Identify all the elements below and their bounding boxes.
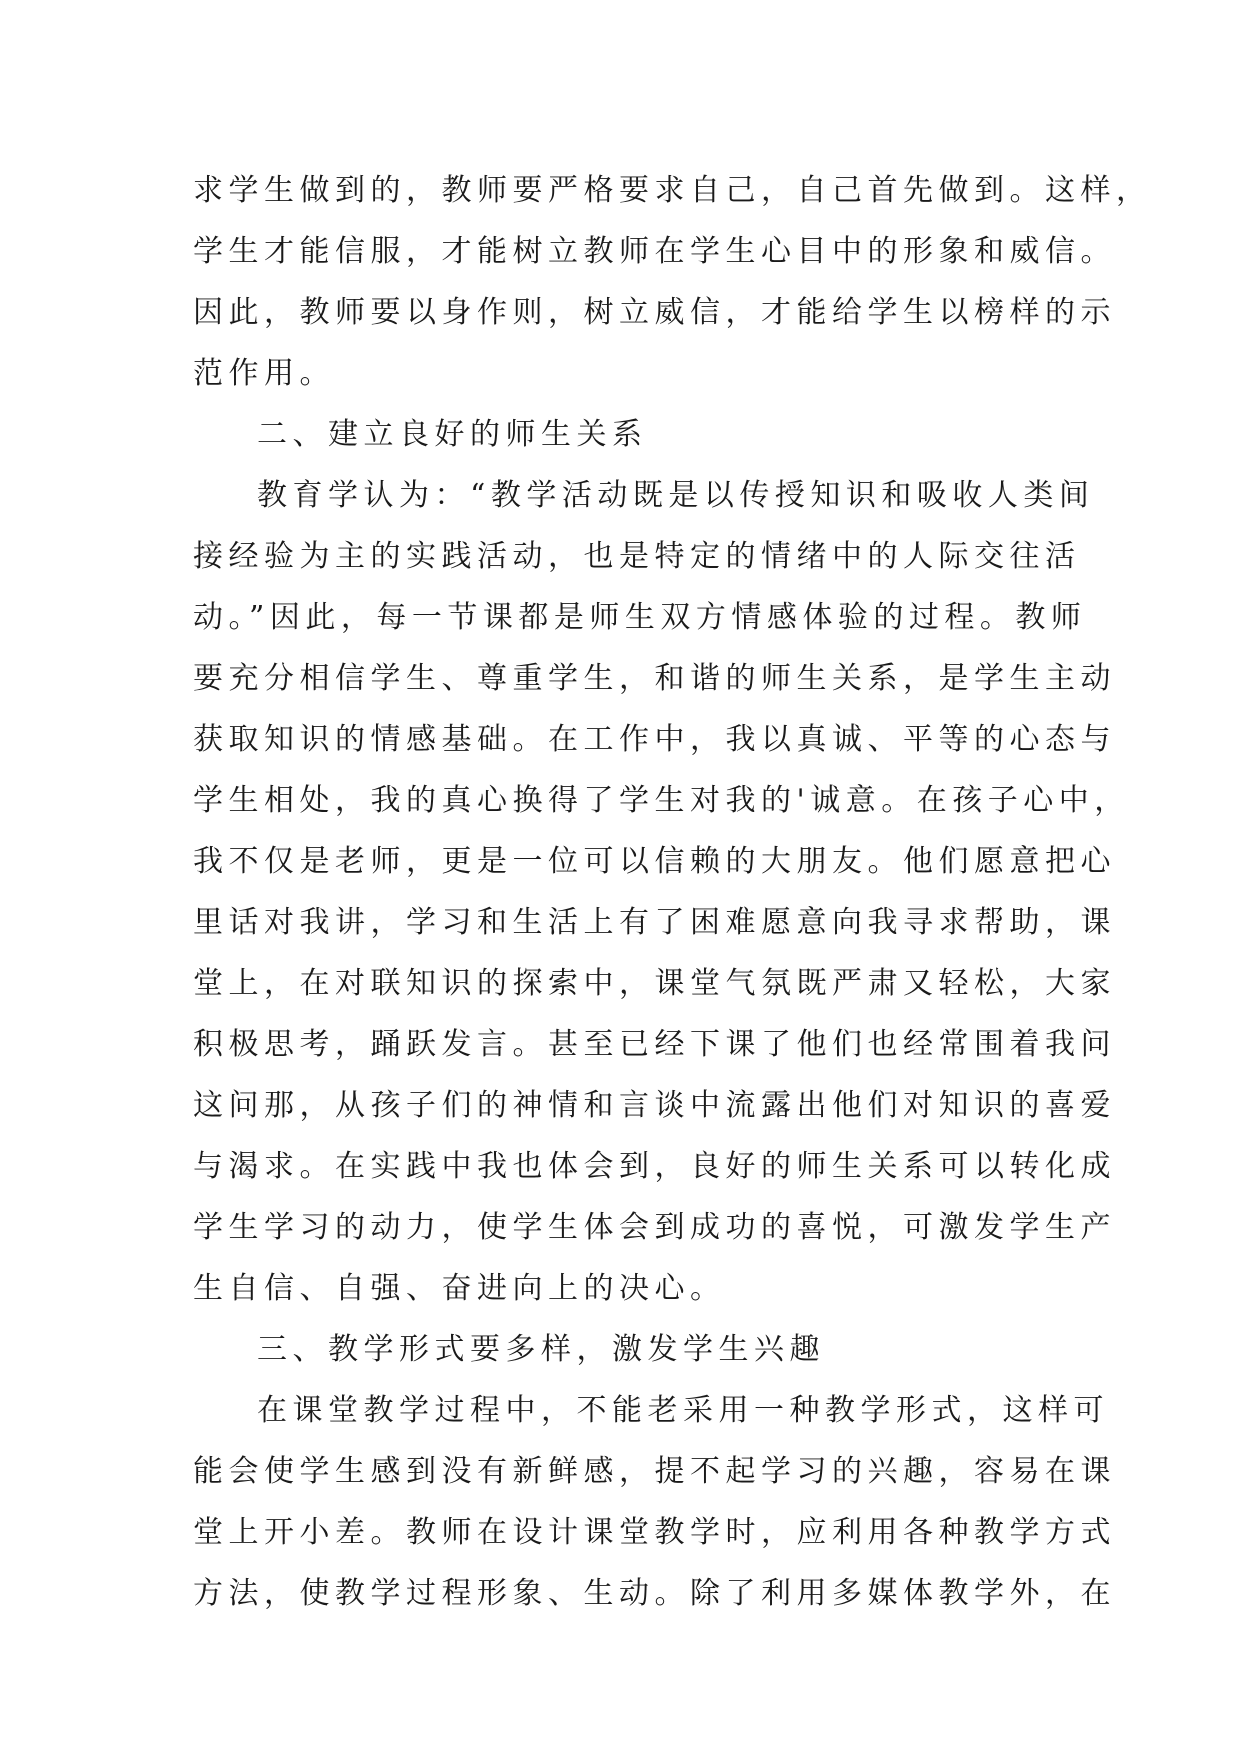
text-line: 学生学习的动力，使学生体会到成功的喜悦，可激发学生产 <box>193 1210 1116 1245</box>
text-line: 堂上开小差。教师在设计课堂教学时，应利用各种教学方式 <box>193 1515 1116 1550</box>
text-line: 积极思考，踊跃发言。甚至已经下课了他们也经常围着我问 <box>193 1027 1116 1062</box>
text-line: 因此，教师要以身作则，树立威信，才能给学生以榜样的示 <box>193 295 1116 330</box>
text-line: 求学生做到的，教师要严格要求自己，自己首先做到。这样， <box>193 173 1152 208</box>
text-line: 能会使学生感到没有新鲜感，提不起学习的兴趣，容易在课 <box>193 1454 1116 1489</box>
document-body <box>193 160 1152 1624</box>
text-line: 我不仅是老师，更是一位可以信赖的大朋友。他们愿意把心 <box>193 844 1116 879</box>
text-line: 里话对我讲，学习和生活上有了困难愿意向我寻求帮助，课 <box>193 905 1116 940</box>
text-line: 教育学认为：“教学活动既是以传授知识和吸收人类间 <box>257 478 1095 513</box>
text-line: 接经验为主的实践活动，也是特定的情绪中的人际交往活 <box>193 539 1081 574</box>
text-line: 学生相处，我的真心换得了学生对我的'诚意。在孩子心中， <box>193 783 1130 818</box>
text-line: 要充分相信学生、尊重学生，和谐的师生关系，是学生主动 <box>193 661 1116 696</box>
section-heading: 二、建立良好的师生关系 <box>257 417 648 452</box>
text-line: 生自信、自强、奋进向上的决心。 <box>193 1271 726 1306</box>
text-line: 与渴求。在实践中我也体会到，良好的师生关系可以转化成 <box>193 1149 1116 1184</box>
text-line: 堂上，在对联知识的探索中，课堂气氛既严肃又轻松，大家 <box>193 966 1116 1001</box>
text-line: 方法，使教学过程形象、生动。除了利用多媒体教学外，在 <box>193 1576 1116 1611</box>
text-line: 范作用。 <box>193 356 335 391</box>
text-line: 这问那，从孩子们的神情和言谈中流露出他们对知识的喜爱 <box>193 1088 1116 1123</box>
text-line: 在课堂教学过程中，不能老采用一种教学形式，这样可 <box>257 1393 1109 1428</box>
text-line: 获取知识的情感基础。在工作中，我以真诚、平等的心态与 <box>193 722 1116 757</box>
section-heading: 三、教学形式要多样，激发学生兴趣 <box>257 1332 825 1367</box>
text-line: 学生才能信服，才能树立教师在学生心目中的形象和威信。 <box>193 234 1116 269</box>
text-line: 动。”因此，每一节课都是师生双方情感体验的过程。教师 <box>193 600 1087 635</box>
